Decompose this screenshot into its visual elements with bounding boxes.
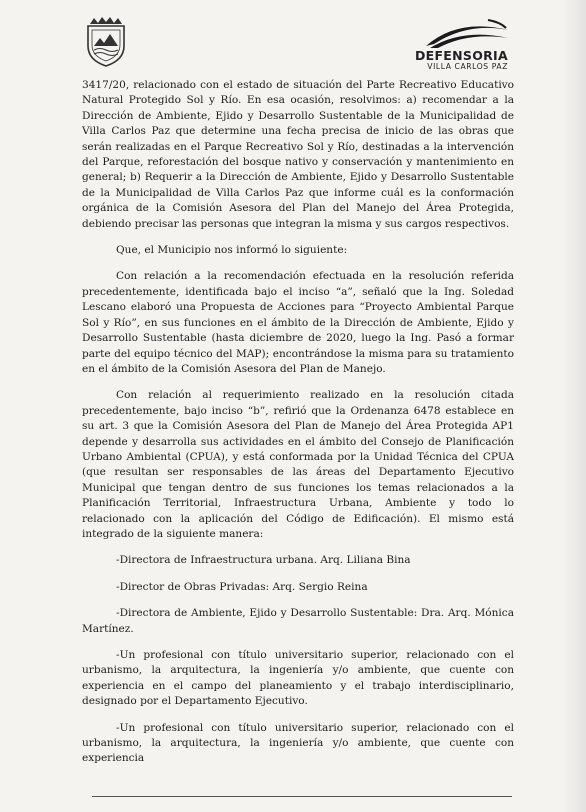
- list-item-profesional-2: -Un profesional con título universitario superior, relacionado con el urbanismo, la arquitectura, la ingeniería y/o ambiente, que cuente con experiencia: [82, 721, 514, 765]
- list-item-ambiente: -Directora de Ambiente, Ejido y Desarrollo Sustentable: Dra. Arq. Mónica Martínez.: [82, 607, 514, 635]
- list-item-infraestructura: -Directora de Infraestructura urbana. Arq. Liliana Bina: [116, 554, 411, 567]
- page-edge-shadow: [562, 0, 586, 812]
- paragraph-inciso-a: Con relación a la recomendación efectuada en la resolución referida precedentemente, identificada bajo el inciso “a”, señaló que la Ing. Soledad Lescano elaboró una Propuesta de Acciones para “Proyecto Ambiental Parque Sol y Río”, en sus funciones en el ámbito de la Dirección de Ambiente, Ejido y Desarrollo Sustentable (hasta diciembre de 2020, luego la Ing. Pasó a formar parte del equipo técnico del MAP); encontrándose la misma para su tratamiento en el ámbito de la Comisión Asesora del Plan de Manejo.: [82, 270, 514, 375]
- list-item-obras-privadas: -Director de Obras Privadas: Arq. Sergio Reina: [116, 580, 368, 593]
- list-item-profesional-1: -Un profesional con título universitario superior, relacionado con el urbanismo, la arquitectura, la ingeniería y/o ambiente, que cuente con experiencia en el campo del planeamiento y el trabajo interdisciplinario, designado por el Departamento Ejecutivo.: [82, 649, 514, 708]
- paragraph-resolution-summary: 3417/20, relacionado con el estado de situación del Parte Recreativo Educativo Natural Protegido Sol y Río. En esa ocasión, resolvimos: a) recomendar a la Dirección de Ambiente, Ejido y Desarrollo Sustentable de la Municipalidad de Villa Carlos Paz que determine una fecha precisa de inicio de las obras que serán realizadas en el Parque Recreativo Sol y Río, destinadas a la intervención del Parque, reforestación del bosque nativo y conservación y mantenimiento en general; b) Requerir a la Dirección de Ambiente, Ejido y Desarrollo Sustentable de la Municipalidad de Villa Carlos Paz que informe cuál es la conformación orgánica de la Comisión Asesora del Plan del Manejo del Área Protegida, debiendo precisar las personas que integran la misma y sus cargos respectivos.: [82, 79, 514, 230]
- paragraph-inciso-b: Con relación al requerimiento realizado en la resolución citada precedentemente, bajo inciso “b”, refirió que la Ordenanza 6478 establece en su art. 3 que la Comisión Asesora del Plan de Manejo del Área Protegida AP1 depende y desarrolla sus actividades en el ámbito del Consejo de Planificación Urbano Ambiental (CPUA), y está conformada por la Unidad Técnica del CPUA (que resultan ser responsables de las áreas del Departamento Ejecutivo Municipal que tengan dentro de sus funciones los temas relacionados a la Planificación Territorial, Infraestructura Urbana, Ambiente y todo lo relacionado con la aplicación del Código de Edificación). El mismo está integrado de la siguiente manera:: [82, 389, 514, 540]
- document-body: [82, 78, 514, 778]
- logo-subtitle: VILLA CARLOS PAZ: [427, 62, 508, 71]
- footer-divider: [92, 796, 512, 797]
- paragraph-municipio-intro: Que, el Municipio nos informó lo siguiente:: [116, 244, 348, 257]
- municipal-crest-icon: [84, 16, 128, 68]
- logo-title: DEFENSORIA: [414, 48, 508, 63]
